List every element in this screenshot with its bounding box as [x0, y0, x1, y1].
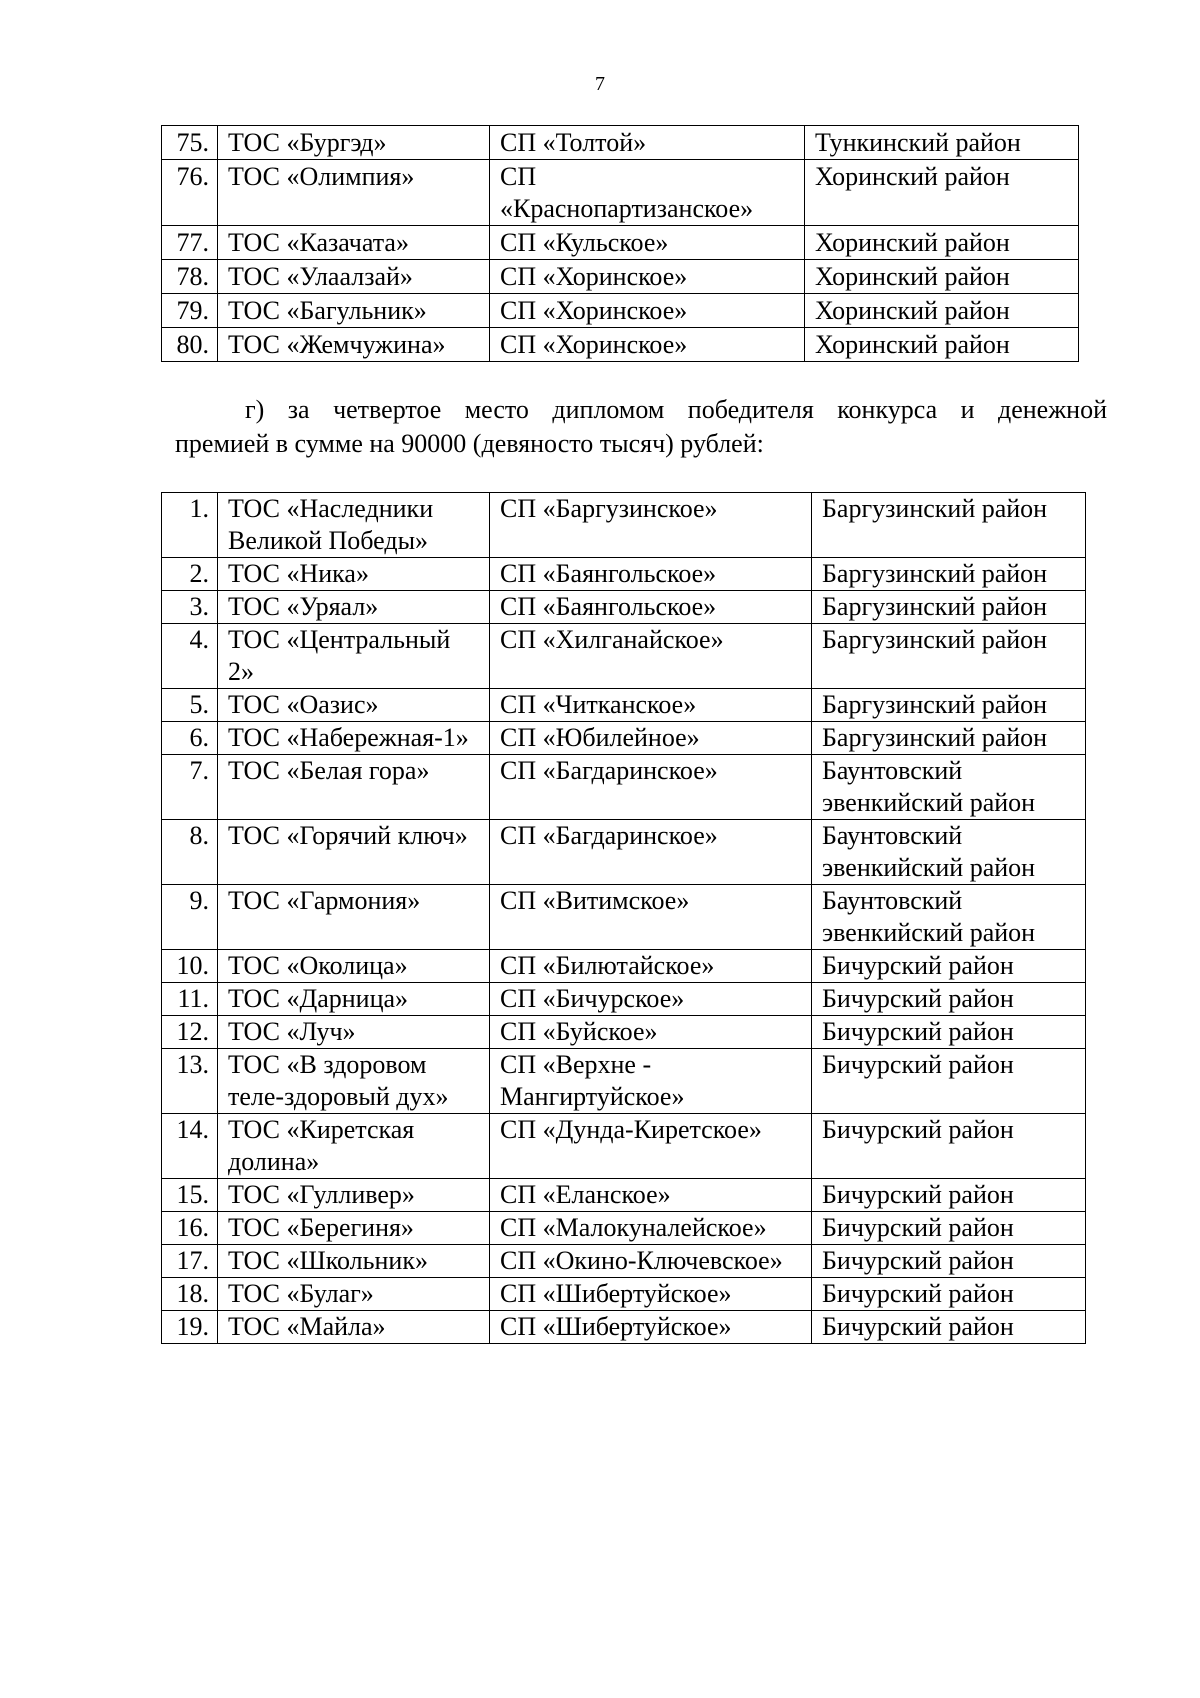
district-name: Бичурский район [812, 983, 1086, 1016]
tos-name: ТОС «Берегиня» [218, 1212, 490, 1245]
district-name: Баргузинский район [812, 493, 1086, 558]
settlement-name: СП «Малокуналейское» [490, 1212, 812, 1245]
row-number: 9. [162, 885, 218, 950]
table-row [162, 160, 1079, 226]
district-name: Баргузинский район [812, 591, 1086, 624]
tos-name: ТОС «Бургэд» [218, 126, 490, 160]
district-name: Баунтовский эвенкийский район [812, 820, 1086, 885]
row-number: 80. [162, 328, 218, 362]
table-row [162, 294, 1079, 328]
district-name: Баунтовский эвенкийский район [812, 755, 1086, 820]
table-row [162, 226, 1079, 260]
page-number: 7 [595, 73, 605, 95]
settlement-name: СП «Еланское» [490, 1179, 812, 1212]
settlement-name: СП «Багдаринское» [490, 755, 812, 820]
award-paragraph-line-1: г) за четвертое место дипломом победителя конкурса и денежной [245, 395, 1107, 424]
row-number: 17. [162, 1245, 218, 1278]
table-row [162, 328, 1079, 362]
settlement-name: СП «Хоринское» [490, 260, 805, 294]
district-name: Бичурский район [812, 1179, 1086, 1212]
row-number: 7. [162, 755, 218, 820]
row-number: 3. [162, 591, 218, 624]
row-number: 2. [162, 558, 218, 591]
row-number: 4. [162, 624, 218, 689]
row-number: 15. [162, 1179, 218, 1212]
tos-name: ТОС «Гармония» [218, 885, 490, 950]
tos-name: ТОС «Околица» [218, 950, 490, 983]
tos-name: ТОС «Школьник» [218, 1245, 490, 1278]
table-row [162, 885, 1086, 950]
table-row [162, 820, 1086, 885]
tos-name: ТОС «Оазис» [218, 689, 490, 722]
tos-name: ТОС «Луч» [218, 1016, 490, 1049]
row-number: 12. [162, 1016, 218, 1049]
settlement-name: СП «Читканское» [490, 689, 812, 722]
tos-name: ТОС «Киретская долина» [218, 1114, 490, 1179]
tos-name: ТОС «Гулливер» [218, 1179, 490, 1212]
district-name: Баргузинский район [812, 689, 1086, 722]
tos-name: ТОС «Белая гора» [218, 755, 490, 820]
table-row [162, 1212, 1086, 1245]
tos-name: ТОС «Улаалзай» [218, 260, 490, 294]
table-row [162, 983, 1086, 1016]
table-row [162, 722, 1086, 755]
table-row [162, 493, 1086, 558]
tos-name: ТОС «Жемчужина» [218, 328, 490, 362]
district-name: Хоринский район [805, 160, 1079, 226]
table-row [162, 260, 1079, 294]
row-number: 11. [162, 983, 218, 1016]
district-name: Бичурский район [812, 1278, 1086, 1311]
settlement-name: СП «Юбилейное» [490, 722, 812, 755]
tos-name: ТОС «В здоровом теле-здоровый дух» [218, 1049, 490, 1114]
district-name: Бичурский район [812, 1311, 1086, 1344]
row-number: 1. [162, 493, 218, 558]
district-name: Баргузинский район [812, 558, 1086, 591]
settlement-name: СП «Хоринское» [490, 328, 805, 362]
tos-name: ТОС «Дарница» [218, 983, 490, 1016]
row-number: 75. [162, 126, 218, 160]
district-name: Бичурский район [812, 1212, 1086, 1245]
award-paragraph-line-2: премией в сумме на 90000 (девяносто тысяч) рублей: [175, 429, 764, 458]
settlement-name: СП «Билютайское» [490, 950, 812, 983]
row-number: 5. [162, 689, 218, 722]
settlement-name: СП «Верхне - Мангиртуйское» [490, 1049, 812, 1114]
table-row [162, 1114, 1086, 1179]
award-paragraph [175, 393, 1107, 461]
district-name: Хоринский район [805, 294, 1079, 328]
district-name: Бичурский район [812, 1245, 1086, 1278]
table-row [162, 126, 1079, 160]
tos-name: ТОС «Наследники Великой Победы» [218, 493, 490, 558]
settlement-name: СП «Кульское» [490, 226, 805, 260]
tos-name: ТОС «Центральный 2» [218, 624, 490, 689]
settlement-name: СП «Хилганайское» [490, 624, 812, 689]
table-row [162, 558, 1086, 591]
row-number: 79. [162, 294, 218, 328]
table-row [162, 1179, 1086, 1212]
settlement-name: СП «Баянгольское» [490, 558, 812, 591]
district-name: Бичурский район [812, 950, 1086, 983]
settlement-name: СП «Бичурское» [490, 983, 812, 1016]
winners-table-continued [161, 125, 1079, 362]
settlement-name: СП «Окино-Ключевское» [490, 1245, 812, 1278]
settlement-name: СП «Шибертуйское» [490, 1311, 812, 1344]
tos-name: ТОС «Олимпия» [218, 160, 490, 226]
table-row [162, 689, 1086, 722]
district-name: Баунтовский эвенкийский район [812, 885, 1086, 950]
tos-name: ТОС «Майла» [218, 1311, 490, 1344]
district-name: Хоринский район [805, 260, 1079, 294]
table-row [162, 1016, 1086, 1049]
row-number: 10. [162, 950, 218, 983]
row-number: 14. [162, 1114, 218, 1179]
district-name: Тункинский район [805, 126, 1079, 160]
tos-name: ТОС «Горячий ключ» [218, 820, 490, 885]
table-row [162, 1311, 1086, 1344]
table-row [162, 1049, 1086, 1114]
district-name: Бичурский район [812, 1114, 1086, 1179]
tos-name: ТОС «Булаг» [218, 1278, 490, 1311]
row-number: 78. [162, 260, 218, 294]
settlement-name: СП «Баянгольское» [490, 591, 812, 624]
district-name: Баргузинский район [812, 624, 1086, 689]
settlement-name: СП «Витимское» [490, 885, 812, 950]
settlement-name: СП «Хоринское» [490, 294, 805, 328]
settlement-name: СП «Багдаринское» [490, 820, 812, 885]
row-number: 18. [162, 1278, 218, 1311]
table-row [162, 1245, 1086, 1278]
row-number: 16. [162, 1212, 218, 1245]
table-row [162, 1278, 1086, 1311]
tos-name: ТОС «Уряал» [218, 591, 490, 624]
settlement-name: СП «Краснопартизанское» [490, 160, 805, 226]
district-name: Хоринский район [805, 328, 1079, 362]
row-number: 76. [162, 160, 218, 226]
fourth-place-winners-table [161, 492, 1086, 1344]
settlement-name: СП «Баргузинское» [490, 493, 812, 558]
table-row [162, 755, 1086, 820]
row-number: 13. [162, 1049, 218, 1114]
district-name: Баргузинский район [812, 722, 1086, 755]
table-row [162, 624, 1086, 689]
row-number: 6. [162, 722, 218, 755]
tos-name: ТОС «Казачата» [218, 226, 490, 260]
row-number: 77. [162, 226, 218, 260]
district-name: Бичурский район [812, 1049, 1086, 1114]
table-row [162, 950, 1086, 983]
tos-name: ТОС «Багульник» [218, 294, 490, 328]
row-number: 19. [162, 1311, 218, 1344]
tos-name: ТОС «Ника» [218, 558, 490, 591]
table-row [162, 591, 1086, 624]
settlement-name: СП «Буйское» [490, 1016, 812, 1049]
district-name: Хоринский район [805, 226, 1079, 260]
settlement-name: СП «Толтой» [490, 126, 805, 160]
settlement-name: СП «Дунда-Киретское» [490, 1114, 812, 1179]
row-number: 8. [162, 820, 218, 885]
tos-name: ТОС «Набережная-1» [218, 722, 490, 755]
settlement-name: СП «Шибертуйское» [490, 1278, 812, 1311]
district-name: Бичурский район [812, 1016, 1086, 1049]
